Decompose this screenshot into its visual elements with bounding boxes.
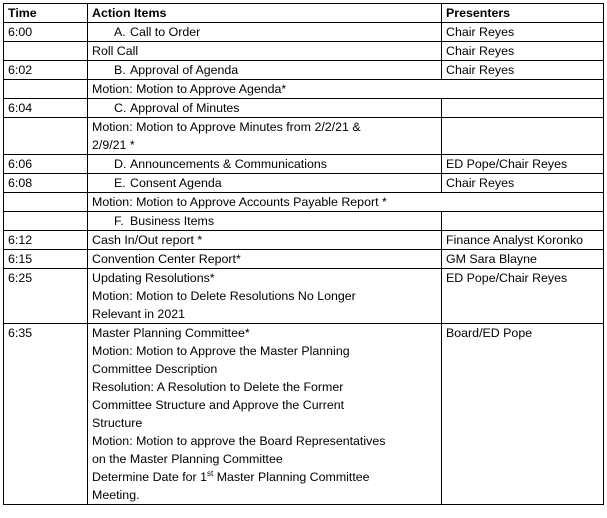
action-cell: Cash In/Out report * [88,231,442,250]
table-row [4,250,604,269]
action-cell [88,269,442,324]
line-text: Determine Date for 1 [92,470,208,484]
section-letter: E. [114,176,126,190]
action-line: Motion: Motion to Approve the Master Planning [92,344,350,358]
table-row [4,42,604,61]
table-row [4,212,604,231]
action-line: Master Planning Committee* [92,326,250,340]
motion-line: Motion: Motion to Approve Minutes from 2/2/21 & [92,120,361,134]
action-line [92,468,437,486]
header-row [4,4,604,23]
table-row [4,61,604,80]
presenter-cell: Board/ED Pope [442,324,604,505]
action-line: on the Master Planning Committee [92,452,283,466]
section-heading [88,23,442,42]
section-heading [88,155,442,174]
time-cell: 6:08 [4,174,88,193]
time-cell: 6:25 [4,269,88,324]
time-header: Time [4,4,88,23]
presenter-cell: Chair Reyes [442,42,604,61]
section-letter: C. [114,101,127,115]
ordinal-suffix: st [207,468,214,478]
presenter-cell: Chair Reyes [442,61,604,80]
table-row [4,23,604,42]
section-heading [88,99,442,118]
action-line: Motion: Motion to approve the Board Representatives [92,434,386,448]
motion-cell: Motion: Motion to Approve Agenda* [88,80,604,99]
action-line: Resolution: A Resolution to Delete the Former [92,380,344,394]
section-letter: F. [114,214,124,228]
table-row [4,80,604,99]
section-letter: A. [114,25,126,39]
section-title: Call to Order [130,25,201,39]
time-cell [4,193,88,212]
presenter-cell [442,118,604,155]
table-row [4,155,604,174]
presenter-cell: GM Sara Blayne [442,250,604,269]
time-cell: 6:12 [4,231,88,250]
presenter-cell: ED Pope/Chair Reyes [442,155,604,174]
table-row [4,118,604,155]
section-letter: B. [114,63,126,77]
table-row [4,324,604,505]
agenda-table [3,3,604,505]
action-cell: Convention Center Report* [88,250,442,269]
time-cell [4,80,88,99]
presenter-cell [442,99,604,118]
action-cell [88,324,442,505]
motion-cell [88,118,442,155]
table-row [4,99,604,118]
time-cell: 6:00 [4,23,88,42]
presenter-cell: ED Pope/Chair Reyes [442,269,604,324]
section-title: Business Items [130,214,215,228]
time-cell: 6:02 [4,61,88,80]
table-row [4,269,604,324]
time-cell: 6:15 [4,250,88,269]
presenter-cell: Chair Reyes [442,174,604,193]
section-heading [88,212,442,231]
presenter-cell [442,212,604,231]
presenters-header: Presenters [442,4,604,23]
time-cell: 6:06 [4,155,88,174]
action-line: Committee Description [92,362,218,376]
presenter-cell: Chair Reyes [442,23,604,42]
table-row [4,231,604,250]
line-text: Master Planning Committee [213,470,370,484]
motion-line: 2/9/21 * [92,138,135,152]
section-title: Approval of Minutes [130,101,240,115]
action-line: Structure [92,416,143,430]
section-title: Announcements & Communications [130,157,327,171]
table-row [4,174,604,193]
presenter-cell: Finance Analyst Koronko [442,231,604,250]
table-row [4,193,604,212]
time-cell: 6:04 [4,99,88,118]
action-line: Committee Structure and Approve the Current [92,398,345,412]
section-heading [88,174,442,193]
action-line: Motion: Motion to Delete Resolutions No Longer [92,289,356,303]
time-cell: 6:35 [4,324,88,505]
time-cell [4,118,88,155]
action-line: Meeting. [92,488,140,502]
motion-cell: Motion: Motion to Approve Accounts Payable Report * [88,193,604,212]
section-title: Consent Agenda [130,176,222,190]
time-cell [4,42,88,61]
section-letter: D. [114,157,127,171]
action-line: Relevant in 2021 [92,307,185,321]
section-title: Approval of Agenda [130,63,239,77]
action-cell: Roll Call [88,42,442,61]
action-items-header: Action Items [88,4,442,23]
section-heading [88,61,442,80]
action-line: Updating Resolutions* [92,271,215,285]
time-cell [4,212,88,231]
